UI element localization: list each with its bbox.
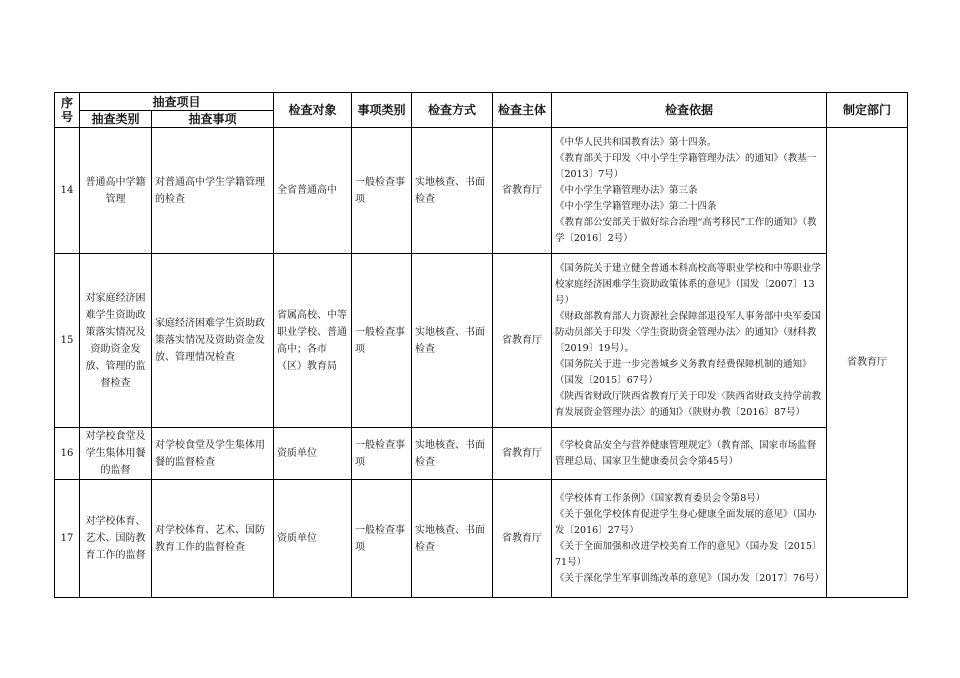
row-seq: 17 <box>55 480 80 598</box>
header-category: 抽查类别 <box>80 111 152 128</box>
basis-line: 《关于强化学校体育促进学生身心健康全面发展的意见》（国办发〔2016〕27号） <box>555 508 817 536</box>
basis-line: 《关于深化学生军事训练改革的意见》（国办发〔2017〕76号） <box>555 572 825 584</box>
row-method: 实地核查、书面检查 <box>412 428 493 480</box>
basis-line: 《陕西省财政厅陕西省教育厅关于印发〈陕西省财政支持学前教育发展资金管理办法〉的通知》（陕财办教〔2016〕87号） <box>555 390 822 418</box>
row-basis <box>552 428 827 480</box>
row-category: 对学校体育、艺术、国防教育工作的监督 <box>80 480 152 598</box>
row-matter: 对普通高中学生学籍管理的检查 <box>152 128 274 254</box>
basis-line: 《中小学生学籍管理办法》第二十四条 <box>555 200 717 212</box>
row-subject: 省教育厅 <box>493 480 552 598</box>
row-method: 实地核查、书面检查 <box>412 128 493 254</box>
inspection-table <box>54 92 908 598</box>
row-target: 全省普通高中 <box>274 128 352 254</box>
row-matter: 家庭经济困难学生资助政策落实情况及资助资金发放、管理情况检查 <box>152 254 274 428</box>
header-project: 抽查项目 <box>80 93 274 111</box>
header-matter: 抽查事项 <box>152 111 274 128</box>
row-seq: 15 <box>55 254 80 428</box>
row-matter: 对学校体育、艺术、国防教育工作的监督检查 <box>152 480 274 598</box>
header-item-type: 事项类别 <box>352 93 412 128</box>
row-category: 对家庭经济困难学生资助政策落实情况及资助资金发放、管理的监督检查 <box>80 254 152 428</box>
basis-line: 《国务院关于进一步完善城乡义务教育经费保障机制的通知》（国发〔2015〕67号） <box>555 358 812 386</box>
row-method: 实地核查、书面检查 <box>412 254 493 428</box>
table-row <box>55 480 908 598</box>
header-method: 检查方式 <box>412 93 493 128</box>
row-seq: 16 <box>55 428 80 480</box>
row-item-type: 一般检查事项 <box>352 128 412 254</box>
basis-line: 《教育部公安部关于做好综合治理“高考移民”工作的通知》（教学〔2016〕2号） <box>555 216 817 244</box>
basis-line: 《国务院关于建立健全普通本科高校高等职业学校和中等职业学校家庭经济困难学生资助政策体系的意见》（国发〔2007〕13号） <box>555 262 822 306</box>
row-basis <box>552 128 827 254</box>
row-item-type: 一般检查事项 <box>352 428 412 480</box>
header-seq: 序号 <box>55 93 80 128</box>
row-basis <box>552 480 827 598</box>
table-row <box>55 254 908 428</box>
basis-line: 《教育部关于印发〈中小学生学籍管理办法〉的通知》（教基一〔2013〕7号） <box>555 152 817 180</box>
basis-line: 《关于全面加强和改进学校美育工作的意见》（国办发〔2015〕71号） <box>555 540 822 568</box>
basis-line: 《中华人民共和国教育法》第十四条。 <box>555 136 717 148</box>
row-basis <box>552 254 827 428</box>
table-row <box>55 128 908 254</box>
row-method: 实地核查、书面检查 <box>412 480 493 598</box>
basis-line: 《中小学生学籍管理办法》第三条 <box>555 184 698 196</box>
header-basis: 检查依据 <box>552 93 827 128</box>
basis-line: 《学校体育工作条例》（国家教育委员会令第8号） <box>555 492 766 504</box>
row-target: 省属高校、中等职业学校、普通高中；各市（区）教育局 <box>274 254 352 428</box>
row-subject: 省教育厅 <box>493 428 552 480</box>
row-seq: 14 <box>55 128 80 254</box>
row-target: 资质单位 <box>274 428 352 480</box>
row-item-type: 一般检查事项 <box>352 480 412 598</box>
basis-line: 《学校食品安全与营养健康管理规定》（教育部、国家市场监督管理总局、国家卫生健康委员会令第45号） <box>555 439 817 467</box>
row-subject: 省教育厅 <box>493 254 552 428</box>
row-target: 资质单位 <box>274 480 352 598</box>
basis-line: 《财政部教育部人力资源社会保障部退役军人事务部中央军委国防动员部关于印发〈学生资助资金管理办法〉的通知》（财科教〔2019〕19号）。 <box>555 310 822 354</box>
header-subject: 检查主体 <box>493 93 552 128</box>
dept-cell: 省教育厅 <box>827 128 908 598</box>
row-category: 普通高中学籍管理 <box>80 128 152 254</box>
row-matter: 对学校食堂及学生集体用餐的监督检查 <box>152 428 274 480</box>
row-item-type: 一般检查事项 <box>352 254 412 428</box>
row-category: 对学校食堂及学生集体用餐的监督 <box>80 428 152 480</box>
header-dept: 制定部门 <box>827 93 908 128</box>
header-target: 检查对象 <box>274 93 352 128</box>
table-row <box>55 428 908 480</box>
row-subject: 省教育厅 <box>493 128 552 254</box>
